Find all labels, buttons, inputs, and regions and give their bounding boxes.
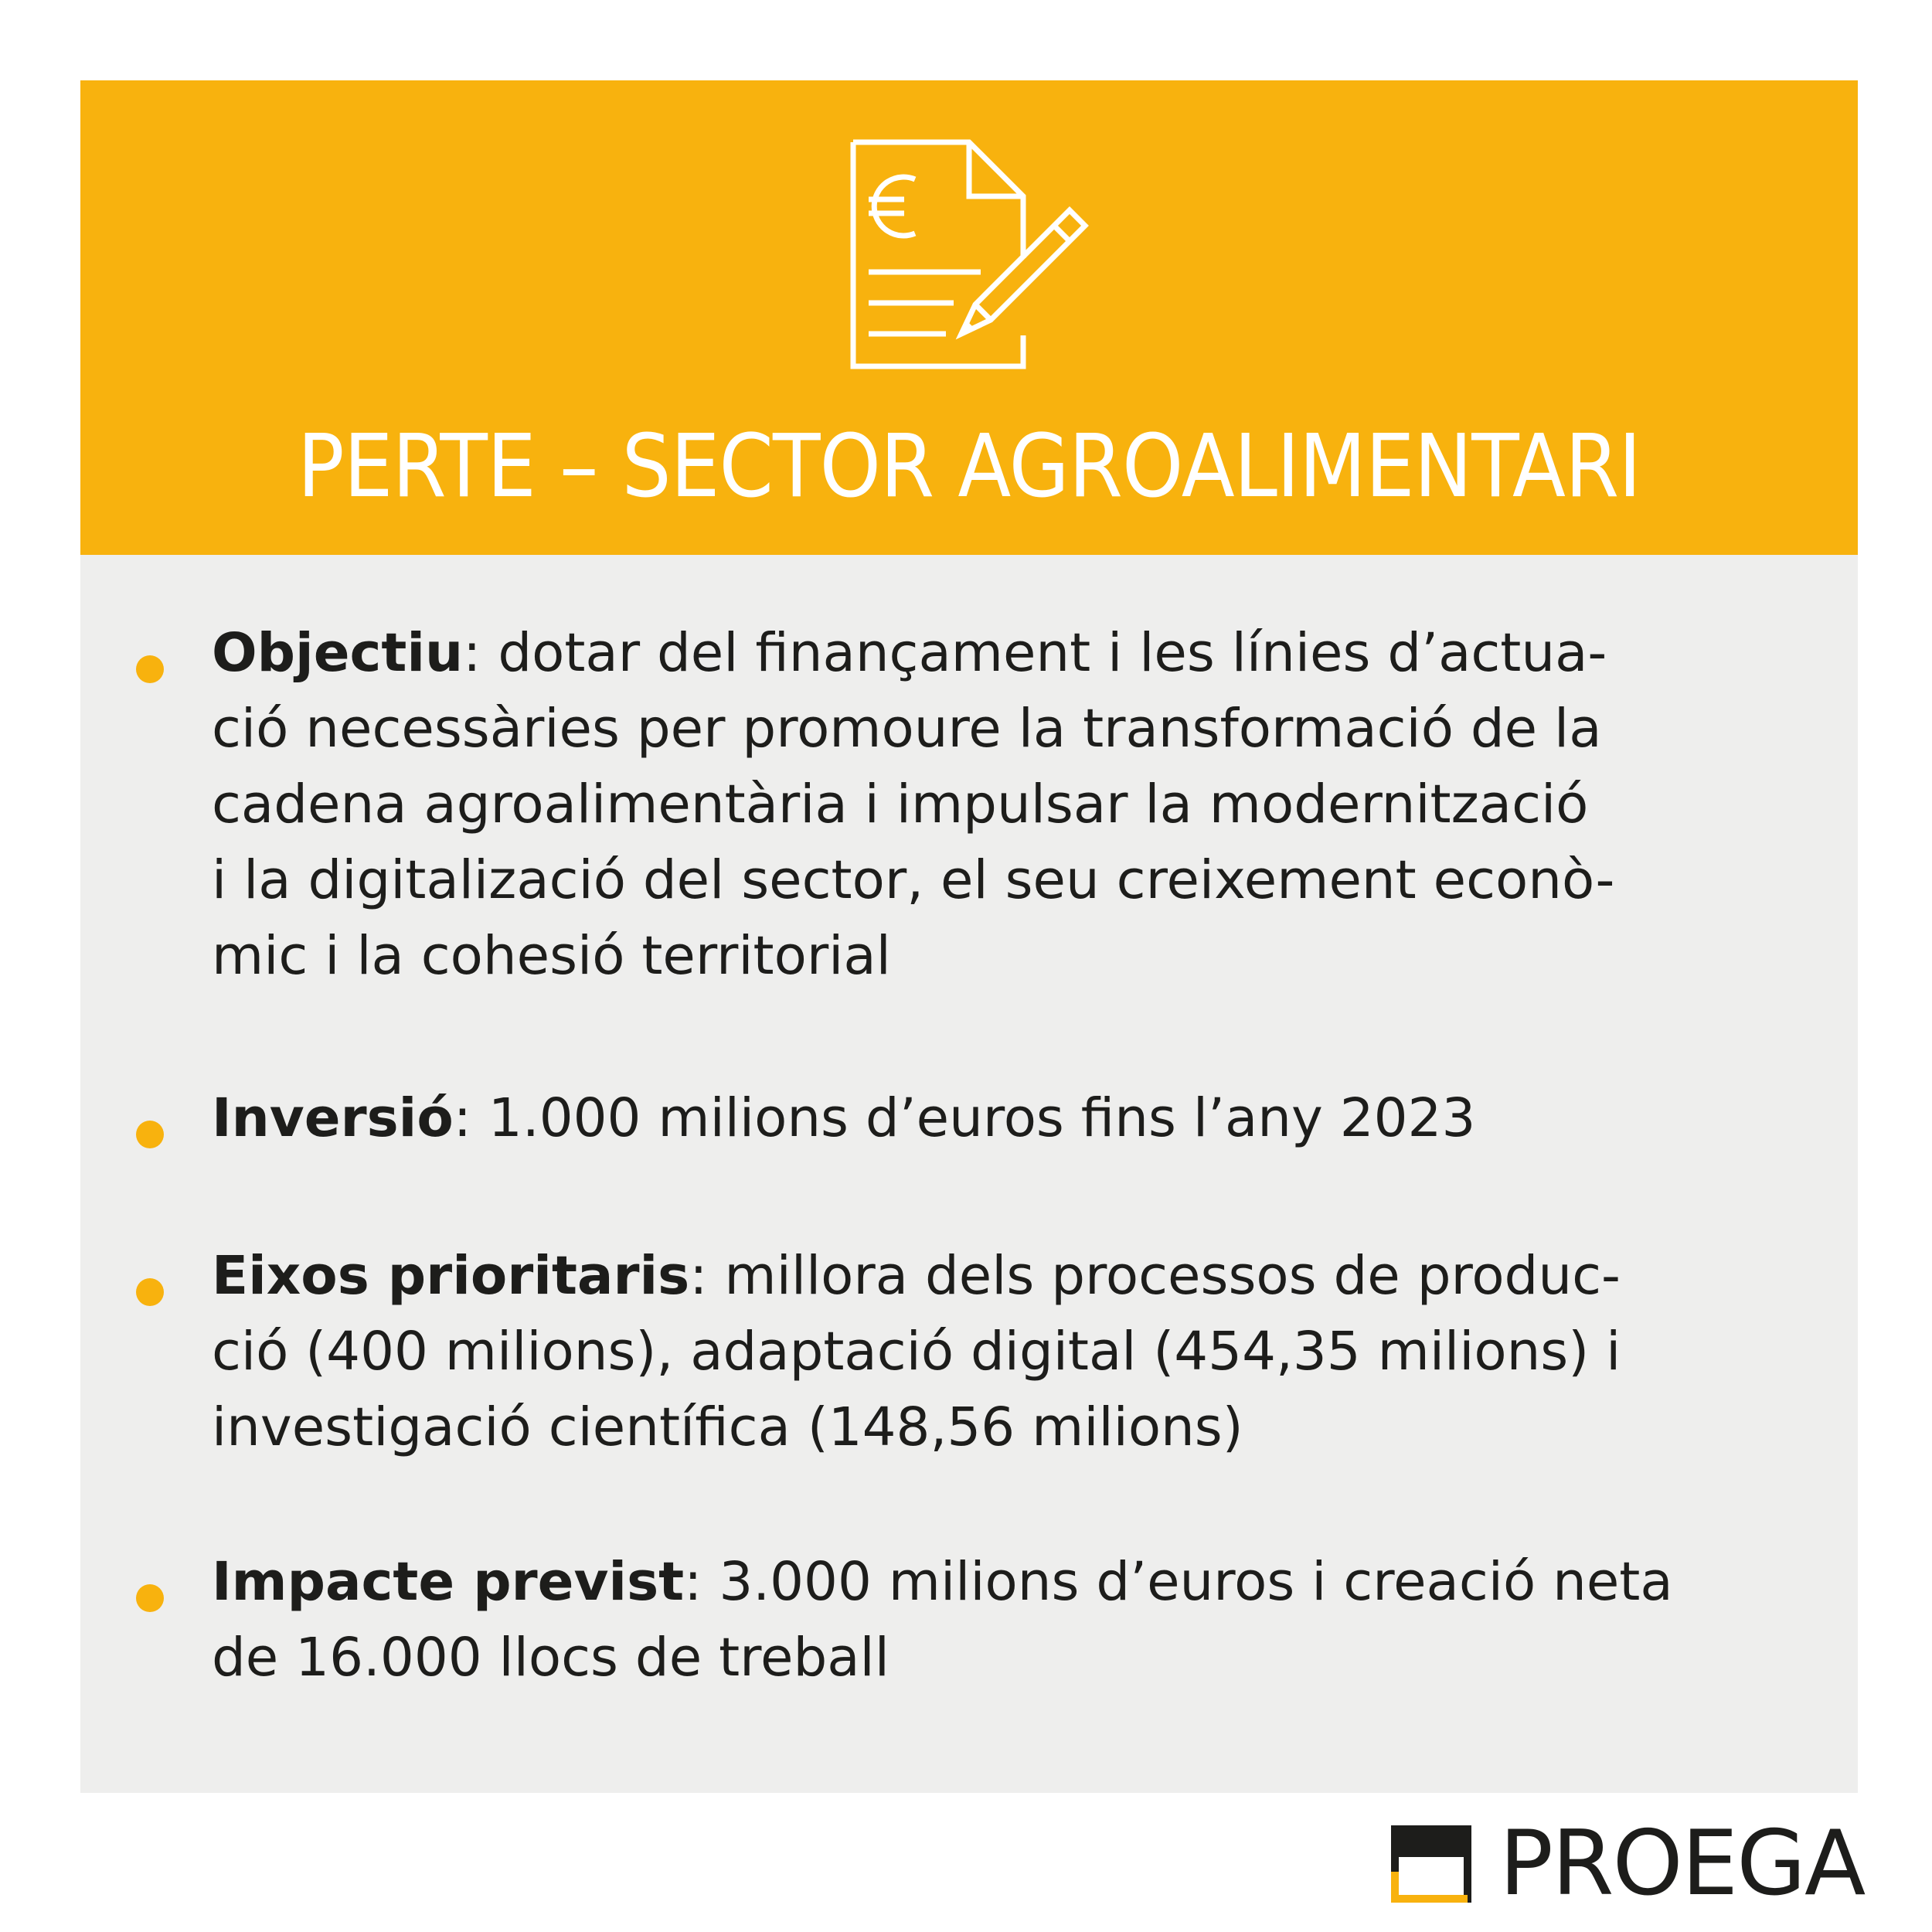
page-title: PERTE – SECTOR AGROALIMENTARI [297, 417, 1641, 517]
bullet-dot [136, 1121, 164, 1148]
list-item-line-text: : 3.000 milions d’euros i creació neta [684, 1551, 1673, 1613]
list-item-line [212, 1238, 1773, 1314]
list-item-line: i la digitalizació del sector, el seu creixement econò- [212, 849, 1615, 911]
bullet-dot [136, 1584, 164, 1612]
proega-logo-mark-icon [1391, 1825, 1471, 1903]
bullet-dot [136, 655, 164, 683]
list-item-text [212, 615, 1773, 994]
list-item-line-text: : millora dels processos de produc- [689, 1245, 1621, 1307]
list-item-line: cadena agroalimentària i impulsar la modernització [212, 774, 1589, 835]
list-item-line-text: : 1.000 milions d’euros fins l’any 2023 [453, 1087, 1476, 1149]
list-item-label: Impacte previst [212, 1551, 685, 1613]
infographic-card [80, 80, 1858, 1793]
list-item-text [212, 1544, 1773, 1696]
brand-name: PROEGA [1499, 1811, 1865, 1916]
list-item-text [212, 1080, 1773, 1156]
list-item-line [212, 1544, 1773, 1620]
list-item-line: investigació científica (148,56 milions) [212, 1396, 1243, 1458]
list-item-line: ció necessàries per promoure la transformació de la [212, 698, 1602, 760]
list-item-line [212, 615, 1773, 691]
list-item-line: ció (400 milions), adaptació digital (454,35 milions) i [212, 1321, 1621, 1383]
list-item-line: de 16.000 llocs de treball [212, 1627, 889, 1689]
brand-logo [1391, 1811, 1865, 1916]
content-panel [80, 555, 1858, 1793]
list-item-line-text: : dotar del finançament i les línies d’actua- [463, 622, 1607, 684]
bullet-dot [136, 1278, 164, 1306]
list-item-line [212, 1080, 1773, 1156]
list-item-text [212, 1238, 1773, 1465]
euro-document-pen-icon [845, 134, 1170, 389]
list-item-label: Objectiu [212, 622, 464, 684]
list-item-label: Inversió [212, 1087, 454, 1149]
header-banner [80, 80, 1858, 555]
list-item-line: mic i la cohesió territorial [212, 925, 891, 987]
list-item-label: Eixos prioritaris [212, 1245, 690, 1307]
